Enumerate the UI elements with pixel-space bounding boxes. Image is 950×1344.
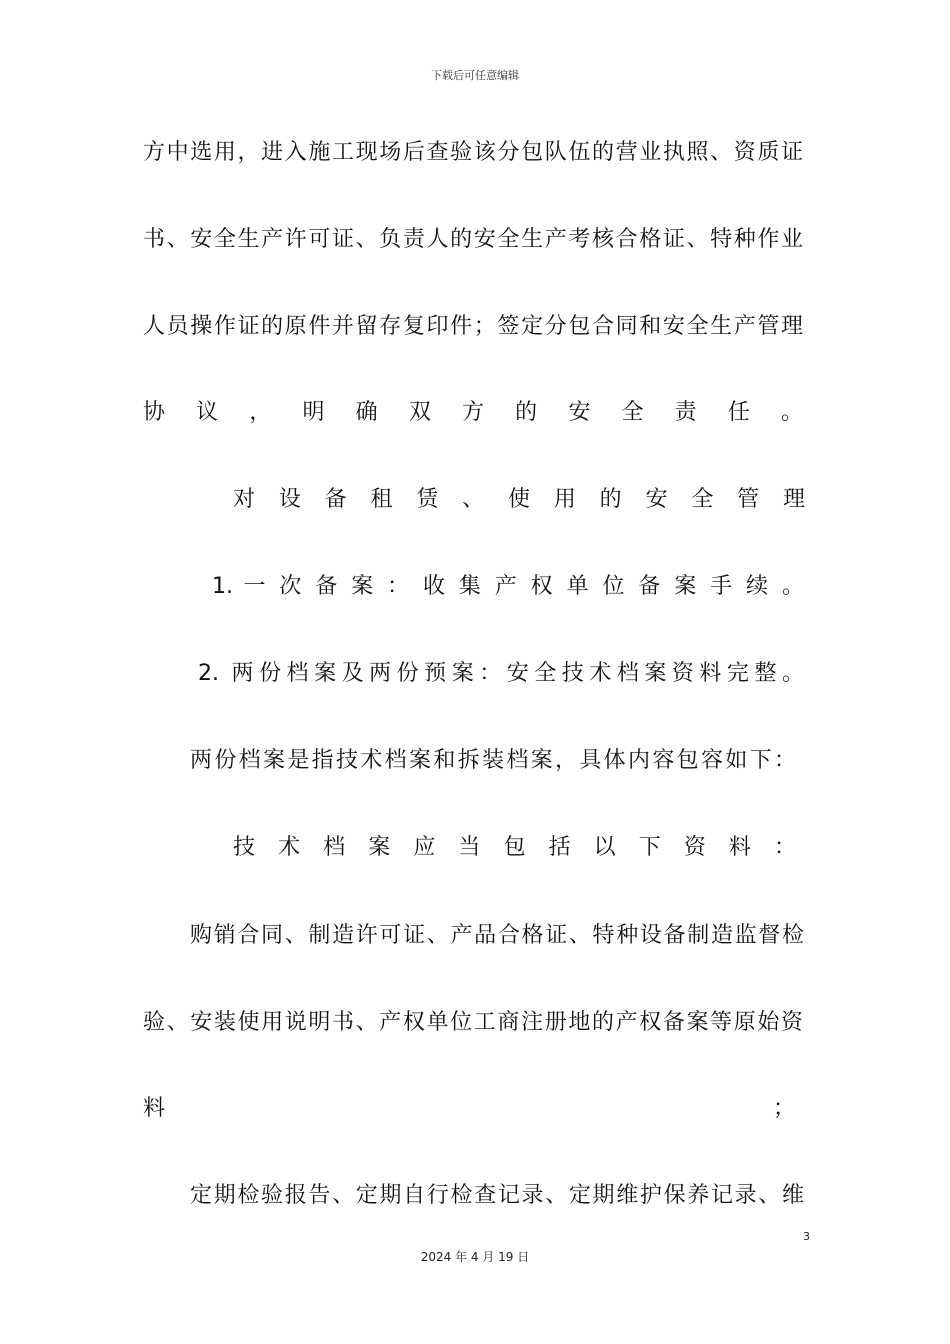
body-line-4: 协 议 ， 明 确 双 方 的 安 全 责 任 。 xyxy=(143,400,803,425)
list-item-2: 2. 两份档案及两份预案：安全技术档案资料完整。 xyxy=(198,661,804,686)
list-item-1: 1. 一 次 备 案 ： 收 集 产 权 单 位 备 案 手 续 。 xyxy=(212,574,804,599)
body-line-1: 方中选用，进入施工现场后查验该分包队伍的营业执照、资质证 xyxy=(143,140,803,165)
body-line-11: 验、安装使用说明书、产权单位工商注册地的产权备案等原始资 xyxy=(143,1010,803,1035)
body-line-12 xyxy=(143,1094,803,1124)
body-line-2: 书、安全生产许可证、负责人的安全生产考核合格证、特种作业 xyxy=(143,227,803,252)
section-heading: 对 设 备 租 赁 、 使 用 的 安 全 管 理 xyxy=(233,487,805,512)
body-line-8: 两份档案是指技术档案和拆装档案，具体内容包容如下： xyxy=(190,748,796,773)
body-line-13: 定期检验报告、定期自行检查记录、定期维护保养记录、维 xyxy=(190,1183,804,1208)
body-line-10: 购销合同、制造许可证、产品合格证、特种设备制造监督检 xyxy=(190,923,804,948)
body-line-12-semicolon: ； xyxy=(772,1096,795,1121)
subsection-heading: 技 术 档 案 应 当 包 括 以 下 资 料 ： xyxy=(233,835,796,860)
page-number: 3 xyxy=(803,1230,810,1243)
body-line-3: 人员操作证的原件并留存复印件；签定分包合同和安全生产管理 xyxy=(143,314,803,339)
footer-date: 2024 年 4 月 19 日 xyxy=(420,1250,530,1264)
body-line-12-text: 料 xyxy=(143,1096,166,1121)
page-header: 下载后可任意编辑 xyxy=(431,69,519,82)
